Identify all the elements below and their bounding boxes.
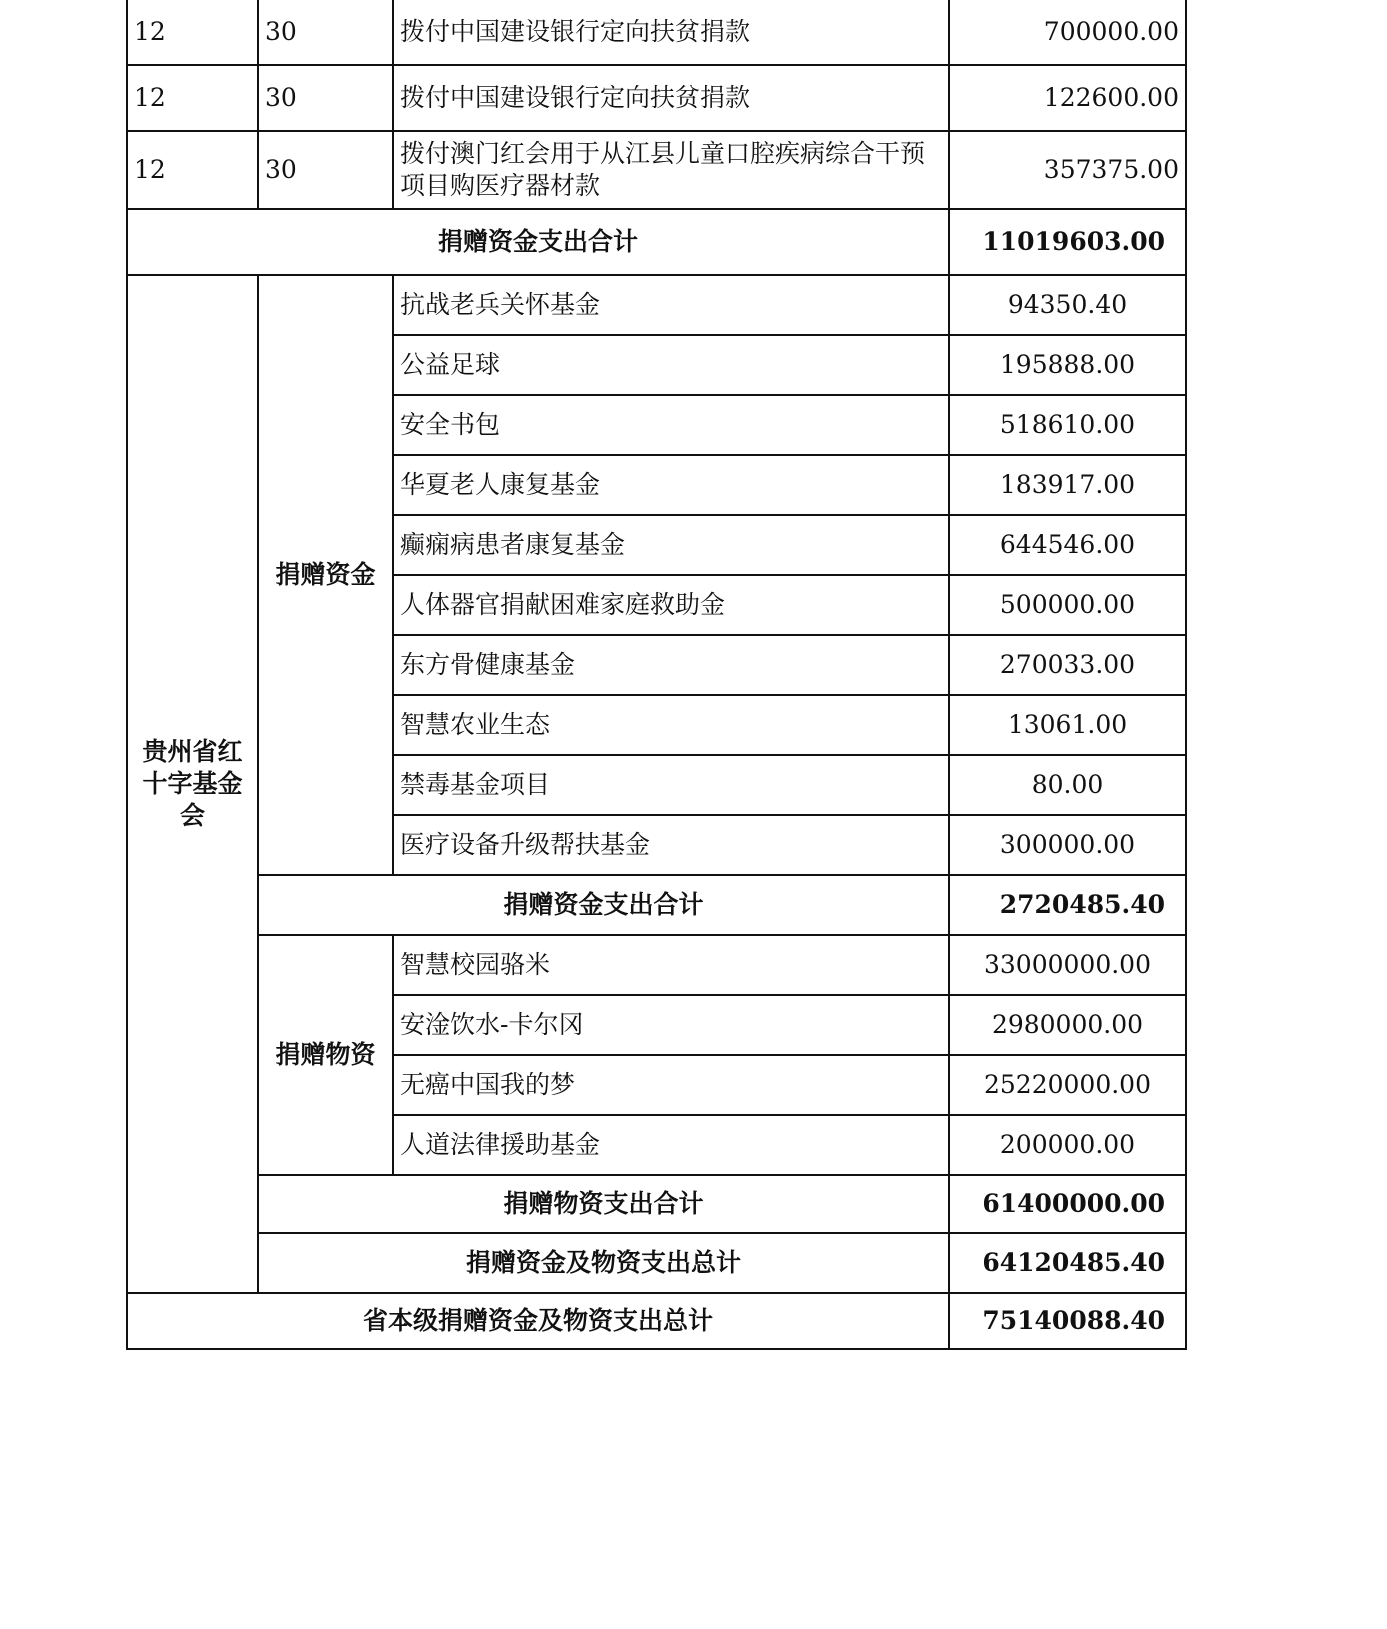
project-amount: 25220000.00: [949, 1055, 1186, 1115]
description-cell: 拨付中国建设银行定向扶贫捐款: [393, 0, 949, 65]
project-amount: 500000.00: [949, 575, 1186, 635]
subtotal-row: [127, 1233, 1186, 1293]
project-name: 安全书包: [393, 395, 949, 455]
project-name: 东方骨健康基金: [393, 635, 949, 695]
org-total-amount: 64120485.40: [949, 1233, 1186, 1293]
month-cell: 12: [127, 0, 258, 65]
month-cell: 12: [127, 65, 258, 131]
organization-cell: 贵州省红十字基金会: [127, 275, 258, 1293]
project-amount: 2980000.00: [949, 995, 1186, 1055]
subtotal-row: [127, 209, 1186, 275]
project-name: 禁毒基金项目: [393, 755, 949, 815]
project-amount: 200000.00: [949, 1115, 1186, 1175]
day-cell: 30: [258, 131, 393, 209]
project-name: 公益足球: [393, 335, 949, 395]
project-amount: 195888.00: [949, 335, 1186, 395]
project-amount: 300000.00: [949, 815, 1186, 875]
project-name: 癫痫病患者康复基金: [393, 515, 949, 575]
description-cell: 拨付澳门红会用于从江县儿童口腔疾病综合干预项目购医疗器材款: [393, 131, 949, 209]
table-row: [127, 275, 1186, 335]
project-name: 医疗设备升级帮扶基金: [393, 815, 949, 875]
project-amount: 183917.00: [949, 455, 1186, 515]
project-amount: 270033.00: [949, 635, 1186, 695]
goods-group-label: 捐赠物资: [258, 935, 393, 1175]
expenditure-table: [126, 0, 1187, 1350]
project-name: 无癌中国我的梦: [393, 1055, 949, 1115]
project-name: 人体器官捐献困难家庭救助金: [393, 575, 949, 635]
project-amount: 94350.40: [949, 275, 1186, 335]
subtotal-row: [127, 1175, 1186, 1233]
table-row: [127, 0, 1186, 65]
amount-cell: 700000.00: [949, 0, 1186, 65]
project-name: 安淦饮水-卡尔冈: [393, 995, 949, 1055]
subtotal-label: 捐赠资金支出合计: [127, 209, 949, 275]
fund-subtotal-amount: 2720485.40: [949, 875, 1186, 935]
project-amount: 644546.00: [949, 515, 1186, 575]
project-name: 人道法律援助基金: [393, 1115, 949, 1175]
day-cell: 30: [258, 65, 393, 131]
project-amount: 80.00: [949, 755, 1186, 815]
project-name: 华夏老人康复基金: [393, 455, 949, 515]
project-amount: 518610.00: [949, 395, 1186, 455]
project-name: 智慧校园骆米: [393, 935, 949, 995]
month-cell: 12: [127, 131, 258, 209]
goods-subtotal-amount: 61400000.00: [949, 1175, 1186, 1233]
goods-subtotal-label: 捐赠物资支出合计: [258, 1175, 949, 1233]
project-name: 抗战老兵关怀基金: [393, 275, 949, 335]
project-name: 智慧农业生态: [393, 695, 949, 755]
grand-total-amount: 75140088.40: [949, 1293, 1186, 1349]
grand-total-label: 省本级捐赠资金及物资支出总计: [127, 1293, 949, 1349]
fund-group-label: 捐赠资金: [258, 275, 393, 875]
org-total-label: 捐赠资金及物资支出总计: [258, 1233, 949, 1293]
table-row: [127, 131, 1186, 209]
project-amount: 13061.00: [949, 695, 1186, 755]
table-row: [127, 935, 1186, 995]
description-cell: 拨付中国建设银行定向扶贫捐款: [393, 65, 949, 131]
amount-cell: 122600.00: [949, 65, 1186, 131]
subtotal-amount: 11019603.00: [949, 209, 1186, 275]
table-row: [127, 65, 1186, 131]
subtotal-row: [127, 875, 1186, 935]
amount-cell: 357375.00: [949, 131, 1186, 209]
grand-total-row: [127, 1293, 1186, 1349]
fund-subtotal-label: 捐赠资金支出合计: [258, 875, 949, 935]
project-amount: 33000000.00: [949, 935, 1186, 995]
day-cell: 30: [258, 0, 393, 65]
